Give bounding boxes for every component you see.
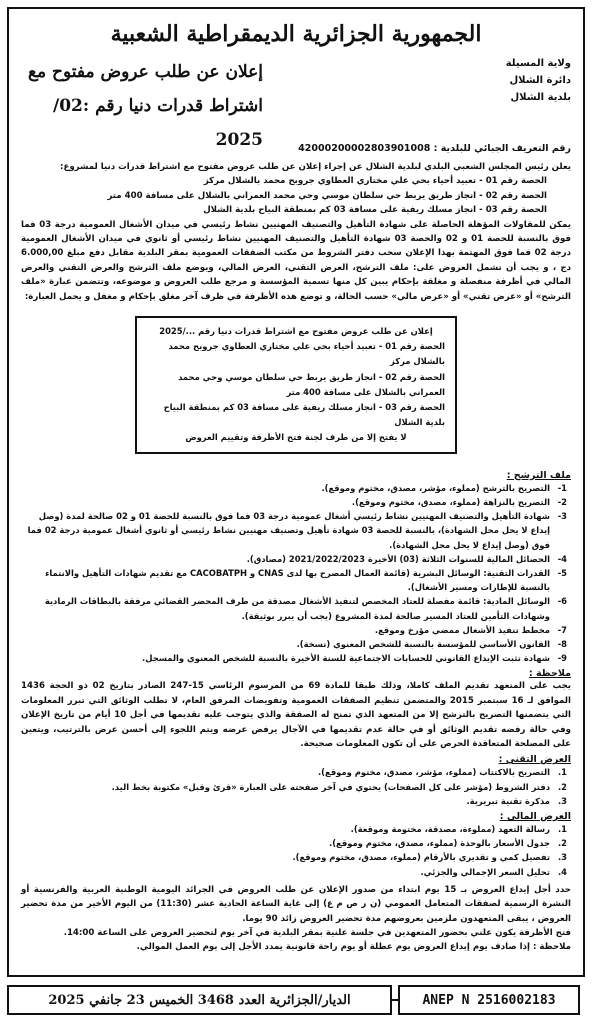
list-item: 2. دفتر الشروط (مؤشر على كل الصفحات) يحتوي في آخر صفحته على العبارة «قرئ وقبل» مكتوبة بخط اليد. xyxy=(111,781,567,792)
list-item: 3. مذكرة تقنية تبريرية. xyxy=(466,795,567,806)
financial-offer-title: العرض المالي : xyxy=(499,810,571,822)
list-item: 9- شهادة تثبت الإيداع القانوني للحسابات الاجتماعية للسنة الأخيرة بالنسبة للشخص المعنوي والمسجل. xyxy=(142,653,567,664)
list-item: 1. رسالة التعهد (مملوءة، مصدقة، مختومة وموقعة). xyxy=(350,823,567,834)
announcement-line-1: إعلان عن طلب عروض مفتوح مع xyxy=(27,62,263,82)
box-line-3: الحصة رقم 02 - انجاز طريق يربط حي سلطان موسي وحي محمد العمراني بالشلال على مسافة 400 متر xyxy=(178,371,445,397)
technical-offer-list xyxy=(21,765,571,808)
intro-text: يعلن رئيس المجلس الشعبي البلدي لبلدية الشلال عن إجراء إعلان عن طلب عروض مفتوح مع اشتراط قدرات دنيا لمشروع: xyxy=(60,162,571,172)
lot-1: الحصة رقم 01 - تعبيد أحياء بحي علي مختاري العطاوي جروبح محمد بالشلال مركز xyxy=(203,176,547,187)
list-item: 3- شهادة التأهيل والتصنيف المهنيين نشاط رئيسي أشغال عمومية درجة 03 فما فوق بالنسبة للحصة 01 و 02 صالحة لمدة (وصل إيداع لا يحل محل الشهادة)، بالنسبة للحصة 03 شهادة تأهيل وتصنيف مهنيين نشاط رئيسي أو ثانوي أشغال عمومية درجة 02 فما فوق (وصل إيداع لا يحل محل الشهادة). xyxy=(27,511,567,550)
box-line-4: الحصة رقم 03 - انجاز مسلك ريفية على مسافة 03 كم بمنطقة البياح بلدية الشلال xyxy=(163,402,445,428)
tax-id: رقم التعريف الجبائي للبلدية : 420002000028039010​08 xyxy=(298,143,571,154)
announcement-line-2: اشتراط قدرات دنيا رقم :02/ 2025 xyxy=(52,96,263,150)
anep-number: ANEP N 2516002183 xyxy=(398,985,580,1015)
list-item: 4- الحصائل المالية للسنوات الثلاثة (03) الأخيرة 2021/2022/2023 (مصادق). xyxy=(246,553,567,564)
candidature-title: ملف الترشح : xyxy=(506,469,571,481)
deadline-text: حدد أجل إيداع العروض بـ 15 يوم ابتداء من صدور الإعلان عن طلب العروض في الجرائد اليومية الوطنية العربية والفرنسية أو النشرة الرسمية لصفقات المتعامل العمومي (ن ر ص م ع) إلى غاية الساعة الحادية عشر (11:30) من اليوم الأخير من مدة تحضير العروض ، يبقى المتعهدون ملزمين بعروضهم مدة تحضير العروض زائد 90 يوما. xyxy=(21,884,571,924)
financial-offer-list xyxy=(21,822,571,879)
announcement-title xyxy=(21,55,271,157)
box-line-2: الحصة رقم 01 - تعبيد أحياء بحي علي مختاري العطاوي جروبح محمد بالشلال مركز xyxy=(168,341,445,367)
opening-text: فتح الأظرفة يكون علني بحضور المتعهدين في جلسة علنية بمقر البلدية في آخر يوم لتحضير العروض على الساعة 14:00. xyxy=(63,928,571,938)
list-item: 6- الوسائل المادية: قائمة مفصلة للعتاد المخصص لتنفيذ الأشغال مصدقة من طرف المحضر القضائي مرفقة بالبطاقات الرمادية وشهادات التأمين للعتاد المسير صالحة لمدة المشروع (يجب أن يبرر بوثيقة). xyxy=(44,596,567,621)
list-item: 1- التصريح بالترشح (مملوء، مؤشر، مصدق، مختوم وموقع). xyxy=(321,482,567,493)
footer xyxy=(7,983,585,1017)
note-text: يجب على المتعهد تقديم الملف كاملا، وذلك طبقا للمادة 69 من المرسوم الرئاسي 15-247 الصادر بتاريخ 02 ذو الحجة 1436 الموافق لـ 16 سبتمبر 2015 والمتضمن تنظيم الصفقات العمومية وتفويضات المرفق العام، لا تطلب الوثائق التي تبرر المعلومات التي يتضمنها التصريح بالترشح إلا من المتعهد الذي تمنح له الصفقة والذي يتوجب عليه تقديمها في أجل 10 أيام من تاريخ الإعلان وفي حالة رفضه تقديم الوثائق أو في حالة عدم تقديمها في الآجال يرفض عرضه ويتم اللجوء إلى أحسن عرض بالترتيب، ويتعين على المصلحة المتعاقدة الحرص على أن تكون المعلومات صحيحة. xyxy=(21,681,571,749)
republic-title: الجمهورية الجزائرية الديمقراطية الشعبية xyxy=(110,21,482,47)
list-item: 8- القانون الأساسي للمؤسسة بالنسبة للشخص المعنوي (نسخة). xyxy=(296,638,567,649)
announcement-page xyxy=(7,7,585,977)
administration-block xyxy=(451,55,571,106)
note-title: ملاحظة : xyxy=(528,668,571,680)
list-item: 4. تحليل السعر الإجمالي والجزئي. xyxy=(420,866,567,877)
list-item: 3. تفصيل كمي و تقديري بالأرقام (مملوء، مصدق، مختوم وموقع). xyxy=(292,852,567,863)
list-item: 7- مخطط تنفيذ الأشغال ممضي مؤرخ وموقع. xyxy=(374,624,567,635)
body-text: يمكن للمقاولات المؤهلة الحاصلة على شهادة التأهيل والتصنيف المهنيين نشاط رئيسي في ميدان الأشغال العمومية درجة 03 فما فوق بالنسبة للحصة 01 و 02 والحصة 03 شهادة التأهيل والتصنيف المهنيين نشاط رئيسي أو ثانوي في ميدان الأشغال العمومية درجة 02 فما فوق المهتمة بهذا الإعلان سحب دفتر الشروط من مكتب الصفقات العمومية بمقر البلدية مقابل دفع مبلغ 6.000,00 دج ، و يجب أن تشمل العروض على: ملف الترشح، العرض التقني، العرض المالي، ويوضع ملف الترشح والعرض التقني والعرض المالي في أظرفة منفصلة و مغلقة بإحكام يبين كل منها تسمية المؤسسة و مرجع طلب العروض و موضوعه، وتتضمن عبارة «ملف الترشح» أو «عرض تقني» أو «عرض مالي» حسب الحالة، و توضع هذه الأظرفة في ظرف آخر مغلق بإحكام و مغفل و يحمل العبارة: xyxy=(21,219,572,302)
newspaper-reference: الديار/الجزائرية العدد 3468 الخميس 23 جانفي 2025 xyxy=(7,985,392,1015)
lot-3: الحصة رقم 03 - انجاز مسلك ريفية على مسافة 03 كم بمنطقة البياح بلدية الشلال xyxy=(203,205,547,216)
lot-2: الحصة رقم 02 - انجاز طريق يربط حي سلطان موسي وحي محمد العمراني بالشلال على مسافة 400 متر xyxy=(107,190,547,201)
daira-label: دائرة الشلال xyxy=(509,75,571,86)
holiday-note: ملاحظة : إذا صادف يوم إيداع العروض يوم عطلة أو يوم راحة قانونية يمدد الأجل إلى يوم العمل الموالي. xyxy=(136,942,571,953)
box-line-1: إعلان عن طلب عروض مفتوح مع اشتراط قدرات دنيا رقم .../2025 xyxy=(159,326,433,337)
envelope-label-box xyxy=(135,316,457,454)
box-line-5: لا يفتح إلا من طرف لجنة فتح الأظرفة وتقييم العروض xyxy=(185,432,407,443)
commune-label: بلدية الشلال xyxy=(510,92,571,103)
list-item: 2. جدول الأسعار بالوحدة (مملوء، مصدق، مختوم وموقع). xyxy=(329,838,567,849)
list-item: 5- القدرات التقنية: الوسائل البشرية (قائمة العمال المصرح بها لدى CNAS و CACOBATPH مع تقديم شهادات التأهيل والانتماء بالنسبة للإطارات ومسير الأشغال). xyxy=(45,567,567,593)
technical-offer-title: العرض التقني : xyxy=(498,754,571,766)
list-item: 1. التصريح بالاكتتاب (مملوء، مؤشر، مصدق، مختوم وموقع). xyxy=(317,767,567,778)
wilaya-label: ولاية المسيلة xyxy=(505,58,571,69)
list-item: 2- التصريح بالنزاهة (مملوء، مصدق، مختوم وموقع). xyxy=(351,496,567,507)
candidature-list xyxy=(21,481,571,666)
